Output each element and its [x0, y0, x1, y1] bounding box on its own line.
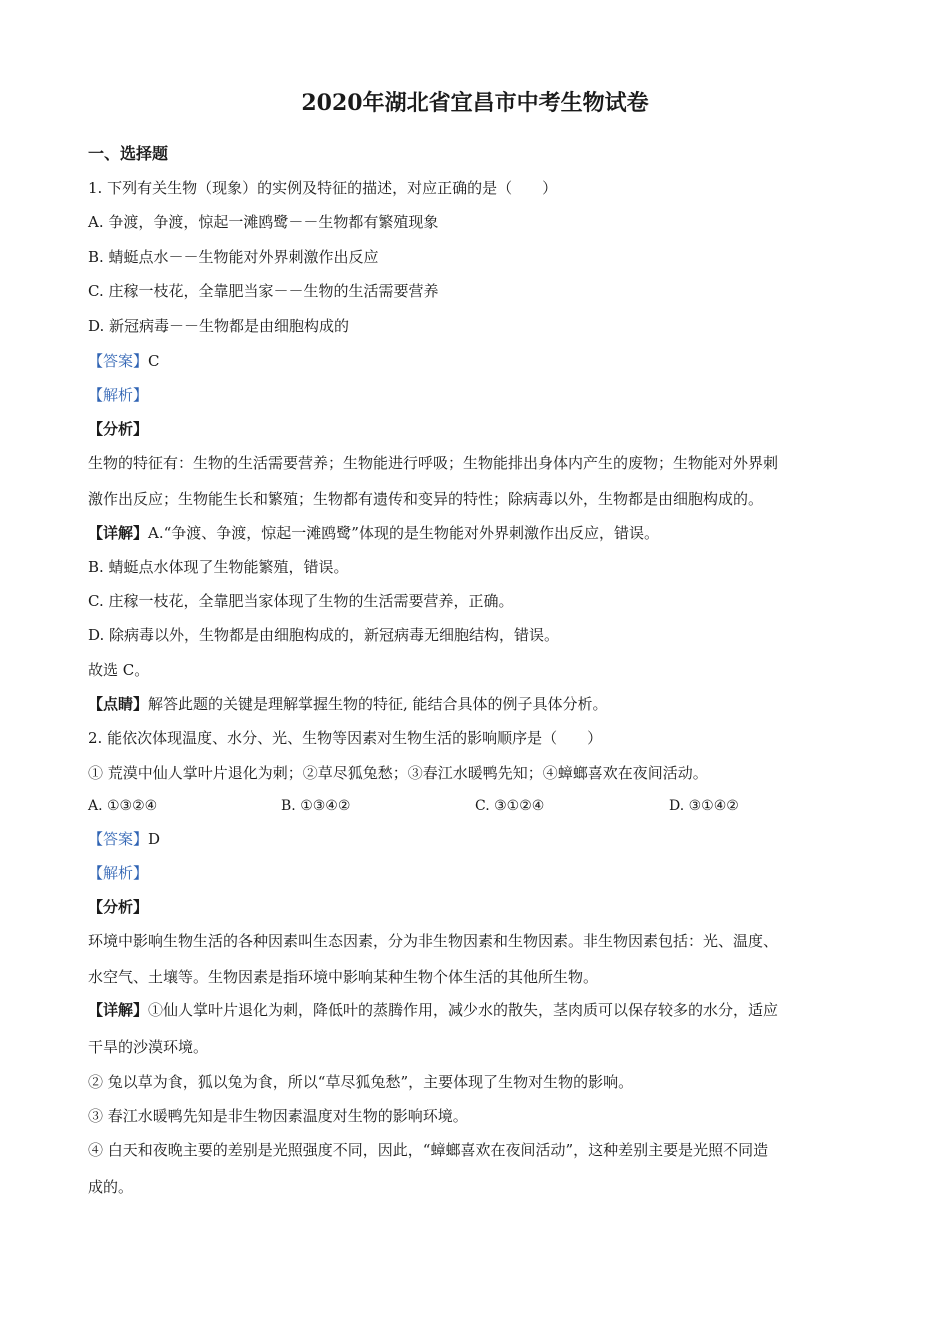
q2-fenxi-tag: 【分析】 — [88, 898, 149, 916]
section-heading: 一、选择题 — [88, 144, 169, 163]
q2-option-c: C. ③①②④ — [475, 798, 545, 814]
q1-conclusion: 故选 C。 — [88, 661, 150, 679]
q1-detail-b: B. 蜻蜓点水体现了生物能繁殖，错误。 — [88, 558, 349, 576]
detail-tag: 【详解】 — [88, 524, 149, 542]
q2-fenxi-line2: 水空气、土壤等。生物因素是指环境中影响某种生物个体生活的其他所生物。 — [88, 968, 599, 986]
dianjing-tag: 【点睛】 — [88, 695, 149, 713]
q1-fenxi-tag: 【分析】 — [88, 420, 149, 438]
q1-fenxi-line1: 生物的特征有：生物的生活需要营养；生物能进行呼吸；生物能排出身体内产生的废物；生物能对外界刺 — [88, 454, 779, 472]
answer-tag: 【答案】 — [88, 830, 149, 848]
q1-detail-a: A.“争渡、争渡，惊起一滩鸥鹭”体现的是生物能对外界刺激作出反应，错误。 — [148, 524, 659, 542]
q1-stem: 1. 下列有关生物（现象）的实例及特征的描述，对应正确的是（ ） — [88, 179, 558, 197]
q2-detail-1a-line — [88, 999, 863, 1021]
q1-option-b: B. 蜻蜓点水－－生物能对外界刺激作出反应 — [88, 248, 379, 266]
q2-option-a: A. ①③②④ — [88, 798, 158, 814]
q1-answer: C — [148, 352, 160, 370]
q2-stem: 2. 能依次体现温度、水分、光、生物等因素对生物生活的影响顺序是（ ） — [88, 729, 603, 747]
q1-detail-d: D. 除病毒以外，生物都是由细胞构成的，新冠病毒无细胞结构，错误。 — [88, 626, 560, 644]
q2-detail-4a: ④ 白天和夜晚主要的差别是光照强度不同，因此，“蟑螂喜欢在夜间活动”，这种差别主要是光照不同造 — [88, 1141, 769, 1159]
q2-detail-3: ③ 春江水暖鸭先知是非生物因素温度对生物的影响环境。 — [88, 1107, 468, 1125]
q1-dianjing: 解答此题的关键是理解掌握生物的特征, 能结合具体的例子具体分析。 — [148, 695, 608, 713]
q1-fenxi-line2: 激作出反应；生物能生长和繁殖；生物都有遗传和变异的特性；除病毒以外，生物都是由细胞构成的。 — [88, 490, 764, 508]
q2-detail-1b: 干旱的沙漠环境。 — [88, 1038, 209, 1056]
q1-dianjing-line — [88, 693, 863, 715]
q1-option-c: C. 庄稼一枝花，全靠肥当家－－生物的生活需要营养 — [88, 282, 439, 300]
answer-tag: 【答案】 — [88, 352, 149, 370]
q2-answer: D — [148, 830, 161, 848]
q1-answer-line — [88, 350, 863, 372]
q2-detail-1a: ①仙人掌叶片退化为刺，降低叶的蒸腾作用，减少水的散失，茎肉质可以保存较多的水分，适应 — [148, 1001, 779, 1019]
q2-analysis-tag: 【解析】 — [88, 864, 149, 882]
q1-analysis-tag: 【解析】 — [88, 386, 149, 404]
detail-tag: 【详解】 — [88, 1001, 149, 1019]
q1-option-d: D. 新冠病毒－－生物都是由细胞构成的 — [88, 317, 350, 335]
q2-option-d: D. ③①④② — [669, 798, 739, 814]
q2-option-b: B. ①③④② — [281, 798, 351, 814]
q2-detail-4b: 成的。 — [88, 1178, 134, 1196]
q1-detail-c: C. 庄稼一枝花，全靠肥当家体现了生物的生活需要营养，正确。 — [88, 592, 514, 610]
q2-detail-2: ② 兔以草为食，狐以兔为食，所以“草尽狐兔愁”，主要体现了生物对生物的影响。 — [88, 1073, 634, 1091]
q2-answer-line — [88, 828, 863, 850]
q1-option-a: A. 争渡，争渡，惊起一滩鸥鹭－－生物都有繁殖现象 — [88, 213, 439, 231]
q1-detail-a-line — [88, 522, 863, 544]
q2-fenxi-line1: 环境中影响生物生活的各种因素叫生态因素，分为非生物因素和生物因素。非生物因素包括：光、温度、 — [88, 932, 779, 950]
q2-context: ① 荒漠中仙人掌叶片退化为刺；②草尽狐兔愁；③春江水暖鸭先知；④蟑螂喜欢在夜间活动。 — [88, 764, 708, 782]
page-title: 2020年湖北省宜昌市中考生物试卷 — [301, 90, 649, 116]
